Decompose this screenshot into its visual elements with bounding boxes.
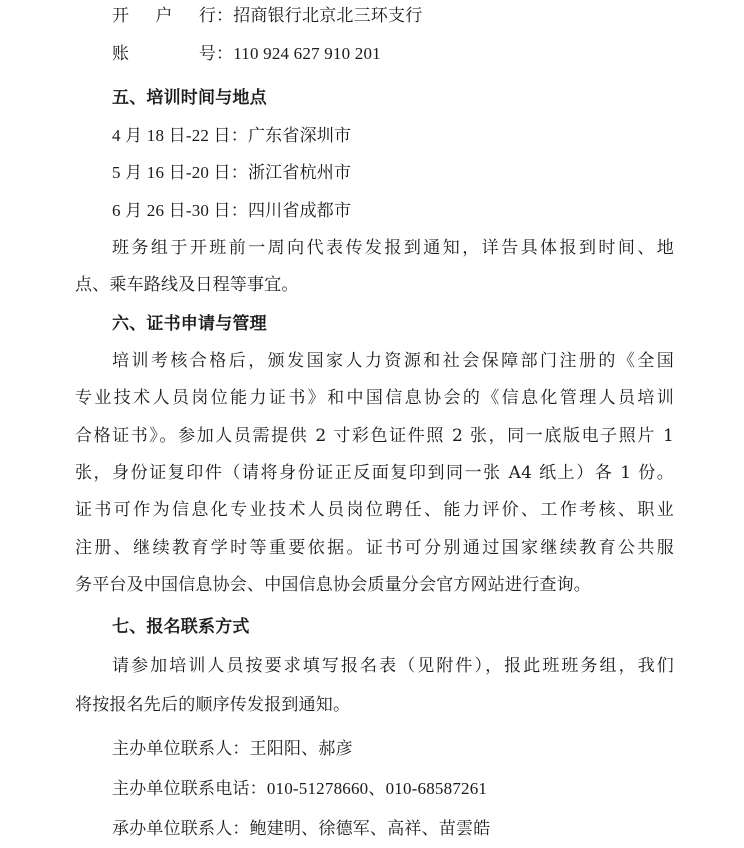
session-place: 浙江省杭州市: [247, 163, 352, 183]
session-date: 6 月 26 日-30 日：: [112, 201, 248, 220]
host-phone-line: [112, 777, 487, 801]
host-phone-label: 主办单位联系电话：: [112, 779, 267, 799]
bank-account-label: [112, 42, 216, 66]
session-item: [112, 161, 351, 185]
section6-paragraph-line: 合格证书》。参加人员需提供 2 寸彩色证件照 2 张，同一底版电子照片 1: [75, 426, 674, 446]
section6-paragraph-line: 务平台及中国信息协会、中国信息协会质量分会官方网站进行查询。: [75, 575, 591, 595]
session-place: 四川省成都市: [247, 201, 352, 221]
session-place: 广东省深圳市: [247, 126, 352, 146]
bank-account-label-char: 账: [112, 44, 162, 64]
organizer-contact-label: 承办单位联系人：: [112, 819, 250, 839]
host-contact-label: 主办单位联系人：: [112, 739, 250, 759]
section6-paragraph-line: 注册、继续教育学时等重要依据。证书可分别通过国家继续教育公共服: [75, 538, 674, 558]
bank-open-label: [112, 4, 216, 28]
bank-open-label-char: 户: [155, 6, 183, 26]
section6-paragraph-line: 培训考核合格后，颁发国家人力资源和社会保障部门注册的《全国: [112, 351, 674, 371]
section6-paragraph-line: 张，身份证复印件（请将身份证正反面复印到同一张 A4 纸上）各 1 份。: [75, 463, 674, 483]
bank-open-value: 招商银行北京北三环支行: [233, 6, 423, 26]
section7-paragraph-line: 请参加培训人员按要求填写报名表（见附件），报此班班务组，我们: [112, 656, 674, 676]
bank-open-label-char: 开: [112, 6, 140, 26]
host-contact-value: 王阳阳、郝彦: [249, 739, 353, 759]
section7-paragraph-line: 将按报名先后的顺序传发报到通知。: [75, 695, 351, 715]
section6-paragraph-line: 证书可作为信息化专业技术人员岗位聘任、能力评价、工作考核、职业: [75, 500, 674, 520]
host-phone-value: 010-51278660、010-68587261: [266, 779, 488, 798]
section5-note-line: 班务组于开班前一周向代表传发报到通知，详告具体报到时间、地: [112, 238, 674, 258]
organizer-contact-line: [112, 817, 490, 841]
bank-account-label-char: 号: [198, 44, 217, 64]
section7-heading: 七、报名联系方式: [112, 617, 250, 637]
session-date: 5 月 16 日-20 日：: [112, 163, 248, 182]
section6-heading: 六、证书申请与管理: [112, 314, 267, 334]
section5-heading: 五、培训时间与地点: [112, 88, 267, 108]
organizer-contact-value: 鲍建明、徐德军、高祥、苗雲皓: [249, 819, 491, 839]
session-date: 4 月 18 日-22 日：: [112, 126, 248, 145]
bank-open-line: 开 户 行：招商银行北京北三环支行: [112, 6, 423, 26]
section5-note-line: 点、乘车路线及日程等事宜。: [75, 275, 299, 295]
bank-account-line: 账 号：110 924 627 910 201: [112, 44, 381, 64]
bank-open-label-char: 行: [198, 6, 217, 26]
host-contact-line: [112, 737, 353, 761]
bank-account-value: 110 924 627 910 201: [233, 44, 381, 63]
session-item: [112, 124, 351, 148]
section6-paragraph-line: 专业技术人员岗位能力证书》和中国信息协会的《信息化管理人员培训: [75, 388, 674, 408]
session-item: [112, 199, 351, 223]
